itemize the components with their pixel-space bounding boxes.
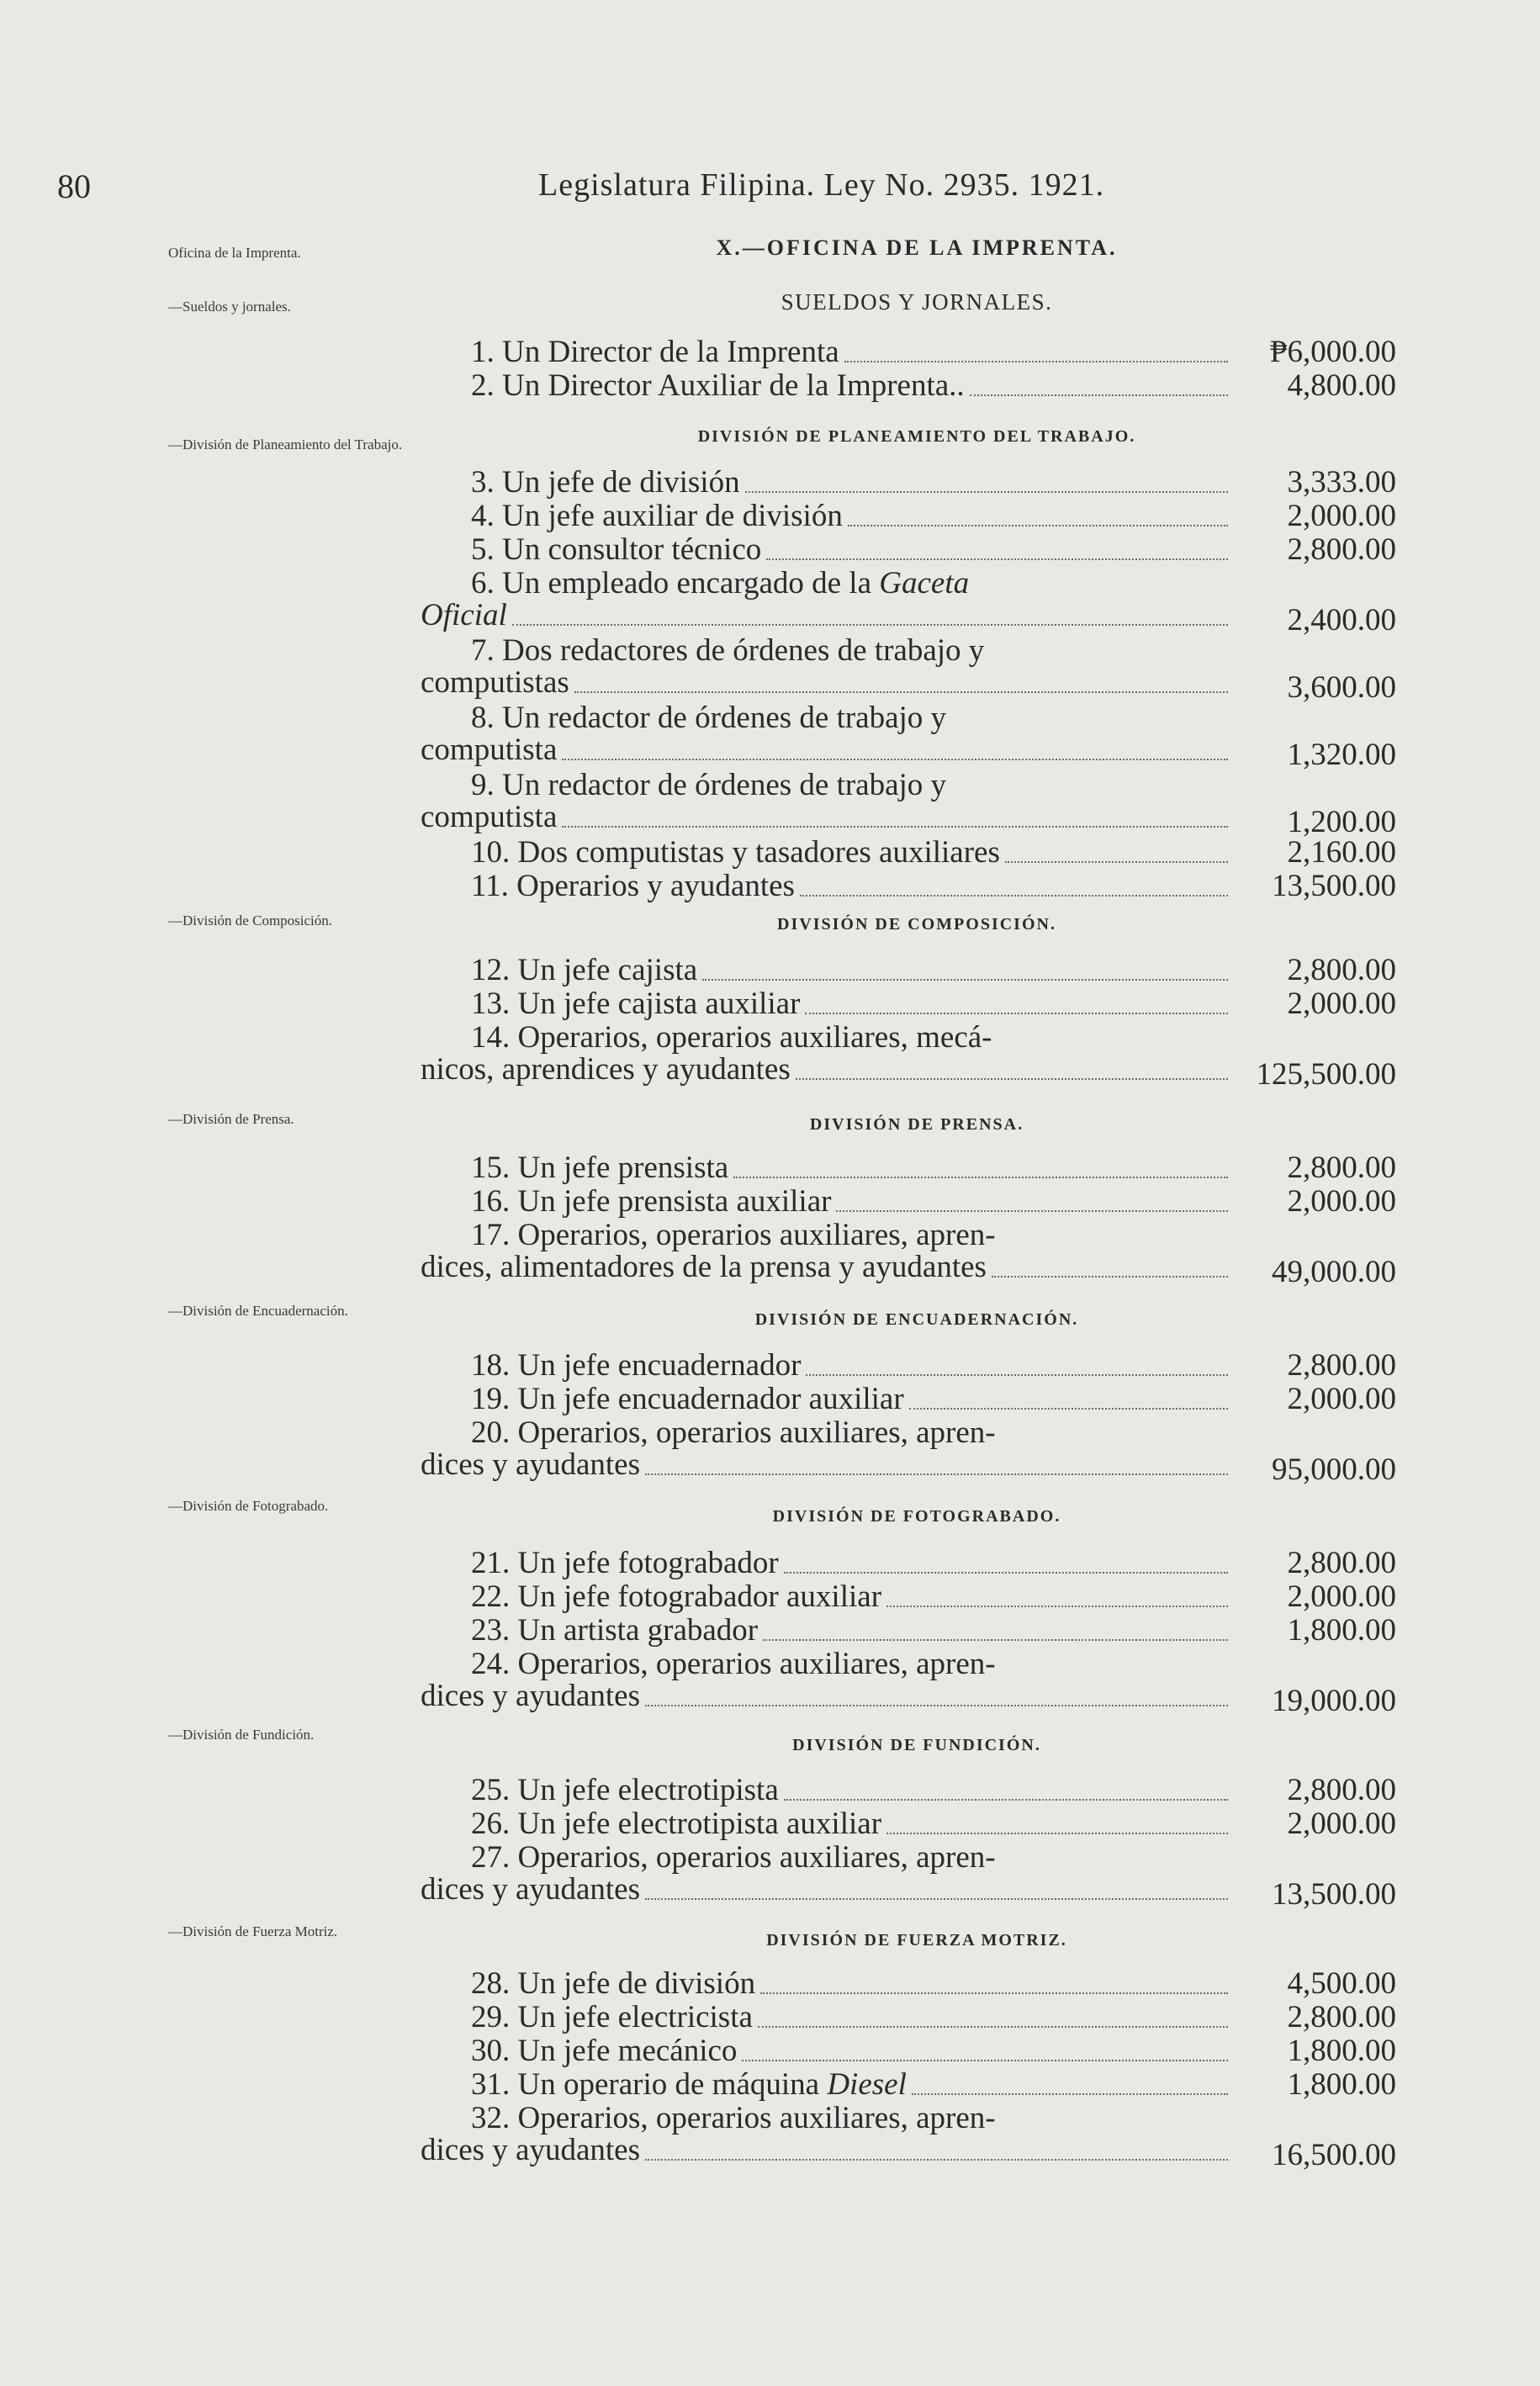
item-description-cont: computista <box>421 733 558 767</box>
dot-leader <box>745 491 1228 493</box>
item-description-cont: dices y ayudantes <box>421 1872 640 1907</box>
salary-item <box>421 701 1396 772</box>
salary-item <box>421 336 1396 368</box>
item-amount: 13,500.00 <box>1272 869 1396 903</box>
salary-item <box>421 1968 1396 2000</box>
dot-leader <box>702 979 1228 981</box>
running-head: Legislatura Filipina. Ley No. 2935. 1921. <box>538 167 1105 203</box>
salary-item <box>421 633 1396 705</box>
item-amount: 95,000.00 <box>1272 1452 1396 1487</box>
item-description: 30. Un jefe mecánico <box>471 2034 738 2068</box>
item-description: 3. Un jefe de división <box>471 465 740 500</box>
item-amount: 2,800.00 <box>1287 1151 1396 1185</box>
item-amount: ₱6,000.00 <box>1269 335 1396 369</box>
margin-note-office: Oficina de la Imprenta. <box>168 245 301 261</box>
salary-item <box>421 1218 1396 1289</box>
item-description: 2. Un Director Auxiliar de la Imprenta.. <box>471 368 965 403</box>
item-amount: 3,600.00 <box>1287 670 1396 705</box>
item-description-cont: computistas <box>421 665 569 700</box>
item-amount: 2,800.00 <box>1287 1773 1396 1807</box>
item-description: 19. Un jefe encuadernador auxiliar <box>471 1382 904 1416</box>
item-amount: 2,000.00 <box>1287 1184 1396 1219</box>
item-description: 31. Un operario de máquina Diesel <box>471 2067 907 2102</box>
office-heading: X.—OFICINA DE LA IMPRENTA. <box>716 235 1118 260</box>
dot-leader <box>992 1276 1228 1278</box>
salary-item <box>421 2101 1396 2172</box>
fotograbado-heading: DIVISIÓN DE FOTOGRABADO. <box>772 1507 1061 1526</box>
dot-leader <box>562 759 1228 760</box>
dot-leader <box>758 2026 1228 2028</box>
encuadernacion-heading: DIVISIÓN DE ENCUADERNACIÓN. <box>754 1310 1079 1329</box>
item-description: 8. Un redactor de órdenes de trabajo y <box>471 701 947 735</box>
salary-item <box>421 1383 1396 1415</box>
item-amount: 2,000.00 <box>1287 499 1396 533</box>
item-description: 10. Dos computistas y tasadores auxiliares <box>471 835 1000 870</box>
item-description: 16. Un jefe prensista auxiliar <box>471 1184 832 1219</box>
item-description: 14. Operarios, operarios auxiliares, mecá- <box>471 1020 992 1055</box>
item-amount: 2,000.00 <box>1287 1579 1396 1614</box>
salary-item <box>421 370 1396 402</box>
dot-leader <box>805 1013 1228 1014</box>
item-description: 21. Un jefe fotograbador <box>471 1546 779 1580</box>
item-description-cont: dices, alimentadores de la prensa y ayudantes <box>421 1250 987 1284</box>
sueldos-heading: SUELDOS Y JORNALES. <box>781 289 1053 315</box>
dot-leader <box>886 1606 1228 1607</box>
margin-note-composicion: —División de Composición. <box>168 913 333 928</box>
salary-item <box>421 988 1396 1020</box>
item-description-cont: nicos, aprendices y ayudantes <box>421 1052 791 1087</box>
dot-leader <box>836 1210 1228 1212</box>
item-description: 5. Un consultor técnico <box>471 532 762 567</box>
fuerza-motriz-heading: DIVISIÓN DE FUERZA MOTRIZ. <box>766 1931 1067 1950</box>
item-description: 20. Operarios, operarios auxiliares, apren- <box>471 1415 996 1450</box>
item-amount: 19,000.00 <box>1272 1684 1396 1718</box>
salary-item <box>421 768 1396 839</box>
dot-leader <box>784 1799 1228 1801</box>
dot-leader <box>512 624 1228 626</box>
margin-note-planeamiento: —División de Planeamiento del Trabajo. <box>168 436 403 452</box>
salary-item <box>421 534 1396 566</box>
salary-item <box>421 837 1396 869</box>
salary-item <box>421 566 1396 638</box>
dot-leader <box>886 1833 1228 1834</box>
salary-item <box>421 1186 1396 1218</box>
item-amount: 1,200.00 <box>1287 805 1396 839</box>
salary-item <box>421 1840 1396 1912</box>
salary-item <box>421 1547 1396 1579</box>
item-description: 25. Un jefe electrotipista <box>471 1773 779 1807</box>
fundicion-heading: DIVISIÓN DE FUNDICIÓN. <box>792 1736 1041 1754</box>
planeamiento-heading: DIVISIÓN DE PLANEAMIENTO DEL TRABAJO. <box>697 427 1136 446</box>
item-description-cont: dices y ayudantes <box>421 1679 640 1713</box>
item-description: 7. Dos redactores de órdenes de trabajo y <box>471 633 985 668</box>
salary-item <box>421 1775 1396 1807</box>
salary-item <box>421 1647 1396 1718</box>
salary-item <box>421 1615 1396 1647</box>
dot-leader <box>848 525 1228 526</box>
dot-leader <box>742 2060 1228 2061</box>
item-description: 32. Operarios, operarios auxiliares, apren- <box>471 2101 996 2135</box>
item-amount: 2,800.00 <box>1287 953 1396 987</box>
dot-leader <box>1005 861 1228 863</box>
item-description: 26. Un jefe electrotipista auxiliar <box>471 1807 882 1841</box>
item-amount: 3,333.00 <box>1287 465 1396 500</box>
item-description: 6. Un empleado encargado de la Gaceta <box>471 566 970 600</box>
dot-leader <box>970 394 1228 396</box>
dot-leader <box>574 691 1228 693</box>
salary-item <box>421 1152 1396 1184</box>
dot-leader <box>562 826 1228 828</box>
item-description: 28. Un jefe de división <box>471 1966 756 2001</box>
dot-leader <box>645 1898 1228 1900</box>
margin-note-fotograbado: —División de Fotograbado. <box>168 1498 329 1514</box>
page-number: 80 <box>57 167 91 205</box>
dot-leader <box>645 1705 1228 1706</box>
dot-leader <box>645 2159 1228 2161</box>
item-amount: 2,400.00 <box>1287 603 1396 638</box>
item-description: 9. Un redactor de órdenes de trabajo y <box>471 768 947 802</box>
item-description: 27. Operarios, operarios auxiliares, apren- <box>471 1840 996 1875</box>
margin-note-sueldos: —Sueldos y jornales. <box>168 299 291 315</box>
salary-item <box>421 467 1396 499</box>
salary-item <box>421 955 1396 987</box>
prensa-heading: DIVISIÓN DE PRENSA. <box>809 1115 1024 1134</box>
dot-leader <box>806 1374 1228 1376</box>
item-description: 24. Operarios, operarios auxiliares, apren- <box>471 1647 996 1681</box>
composicion-heading: DIVISIÓN DE COMPOSICIÓN. <box>777 915 1056 934</box>
salary-item <box>421 1350 1396 1382</box>
salary-item <box>421 1581 1396 1613</box>
salary-item <box>421 1415 1396 1487</box>
item-amount: 13,500.00 <box>1272 1877 1396 1912</box>
salary-item <box>421 870 1396 902</box>
margin-note-fuerza-motriz: —División de Fuerza Motriz. <box>168 1923 338 1939</box>
margin-note-encuadernacion: —División de Encuadernación. <box>168 1303 348 1319</box>
item-description: 29. Un jefe electricista <box>471 2000 753 2034</box>
item-amount: 2,000.00 <box>1287 987 1396 1021</box>
item-amount: 2,800.00 <box>1287 2000 1396 2034</box>
item-description-cont: Oficial <box>421 598 507 632</box>
dot-leader <box>763 1639 1228 1641</box>
item-amount: 1,800.00 <box>1287 1613 1396 1648</box>
dot-leader <box>766 558 1228 560</box>
item-description-cont: computista <box>421 800 558 834</box>
item-amount: 1,320.00 <box>1287 738 1396 772</box>
item-amount: 1,800.00 <box>1287 2034 1396 2068</box>
item-amount: 2,800.00 <box>1287 1546 1396 1580</box>
item-description: 17. Operarios, operarios auxiliares, apren- <box>471 1218 996 1252</box>
salary-item <box>421 500 1396 532</box>
margin-note-prensa: —División de Prensa. <box>168 1111 294 1127</box>
dot-leader <box>784 1572 1228 1574</box>
dot-leader <box>645 1473 1228 1475</box>
item-amount: 4,800.00 <box>1287 368 1396 403</box>
dot-leader <box>912 2093 1228 2095</box>
item-description: 15. Un jefe prensista <box>471 1151 729 1185</box>
dot-leader <box>796 1078 1228 1080</box>
item-description: 11. Operarios y ayudantes <box>471 869 795 903</box>
salary-item <box>421 2069 1396 2101</box>
dot-leader <box>760 1992 1228 1994</box>
dot-leader <box>733 1177 1228 1178</box>
salary-item <box>421 1808 1396 1840</box>
item-amount: 125,500.00 <box>1256 1057 1396 1092</box>
item-description-cont: dices y ayudantes <box>421 1447 640 1482</box>
item-amount: 16,500.00 <box>1272 2138 1396 2172</box>
item-amount: 4,500.00 <box>1287 1966 1396 2001</box>
item-amount: 2,800.00 <box>1287 1348 1396 1383</box>
salary-item <box>421 2035 1396 2067</box>
dot-leader <box>909 1408 1228 1410</box>
item-amount: 2,160.00 <box>1287 835 1396 870</box>
item-description: 22. Un jefe fotograbador auxiliar <box>471 1579 882 1614</box>
item-amount: 2,000.00 <box>1287 1382 1396 1416</box>
item-amount: 1,800.00 <box>1287 2067 1396 2102</box>
margin-note-fundicion: —División de Fundición. <box>168 1727 315 1743</box>
item-amount: 2,000.00 <box>1287 1807 1396 1841</box>
salary-item <box>421 1020 1396 1092</box>
item-description-cont: dices y ayudantes <box>421 2133 640 2167</box>
item-description: 23. Un artista grabador <box>471 1613 759 1648</box>
item-description: 12. Un jefe cajista <box>471 953 698 987</box>
item-amount: 2,800.00 <box>1287 532 1396 567</box>
dot-leader <box>844 361 1228 362</box>
item-description: 18. Un jefe encuadernador <box>471 1348 802 1383</box>
item-description: 4. Un jefe auxiliar de división <box>471 499 843 533</box>
item-description: 1. Un Director de la Imprenta <box>471 335 839 369</box>
salary-item <box>421 2002 1396 2034</box>
item-amount: 49,000.00 <box>1272 1255 1396 1289</box>
item-description: 13. Un jefe cajista auxiliar <box>471 987 801 1021</box>
dot-leader <box>800 895 1228 897</box>
